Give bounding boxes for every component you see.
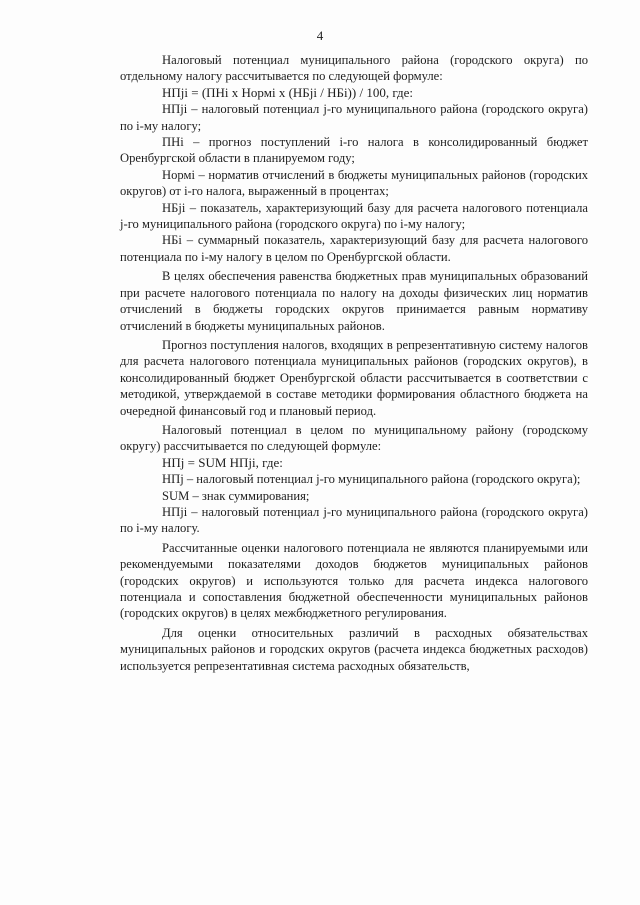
- formula-tax-potential-total: НПj = SUM НПji, где:: [162, 454, 283, 470]
- paragraph-equal-rights: В целях обеспечения равенства бюджетных прав муниципальных образований при расчете налогового потенциала по налогу на доходы физических лиц норматив отчислений в бюджеты городских округов принимается равным нормативу отчислений в бюджеты муниципальных районов.: [120, 269, 588, 333]
- page-number: 4: [316, 28, 324, 43]
- paragraph-tax-forecast: Прогноз поступления налогов, входящих в репрезентативную систему налогов для расчета налогового потенциала муниципальных районов (городских округов), в консолидированный бюджет Оренбургской области рассчитывается в соответствии с методикой, утверждаемой в составе методики формирования областного бюджета на очередной финансовый год и плановый период.: [120, 337, 588, 418]
- paragraph-intro-formula-2: Налоговый потенциал в целом по муниципальному району (городскому округу) рассчитывается по следующей формуле:: [120, 422, 588, 454]
- definition-nbji: НБji – показатель, характеризующий базу для расчета налогового потенциала j-го муниципального района (городского округа) по i-му налогу;: [120, 200, 588, 232]
- definition-sum: SUM – знак суммирования;: [162, 488, 310, 503]
- paragraph-expense-index: Для оценки относительных различий в расходных обязательствах муниципальных районов и городских округов (расчета индекса бюджетных расходов) используется репрезентативная система расходных обязательств,: [120, 625, 588, 673]
- definition-pni: ПНi – прогноз поступлений i-го налога в консолидированный бюджет Оренбургской области в планируемом году;: [120, 135, 588, 166]
- definition-npj: НПj – налоговый потенциал j-го муниципального района (городского округа);: [162, 472, 581, 487]
- document-body: [120, 52, 588, 674]
- paragraph-estimates-note: Рассчитанные оценки налогового потенциала не являются планируемыми или рекомендуемыми показателями доходов бюджетов муниципальных районов (городских округов) и используются только для расчета индекса налогового потенциала и сопоставления бюджетной обеспеченности муниципальных районов (городских округов) в целях межбюджетного регулирования.: [120, 540, 588, 621]
- paragraph-intro-formula-1: Налоговый потенциал муниципального района (городского округа) по отдельному налогу рассчитывается по следующей формуле:: [120, 53, 588, 84]
- definition-npji: НПji – налоговый потенциал j-го муниципального района (городского округа) по i-му налогу;: [120, 102, 588, 133]
- definition-npji-repeat: НПji – налоговый потенциал j-го муниципального района (городского округа) по i-му налогу.: [120, 504, 588, 536]
- definition-nbi: НБi – суммарный показатель, характеризующий базу для расчета налогового потенциала по i-му налогу в целом по Оренбургской области.: [120, 233, 588, 264]
- definition-normi: Нормi – норматив отчислений в бюджеты муниципальных районов (городских округов) от i-го налога, выраженный в процентах;: [120, 167, 588, 199]
- formula-tax-potential-by-tax: НПji = (ПНi x Нормi x (НБji / НБi)) / 100, где:: [162, 84, 414, 100]
